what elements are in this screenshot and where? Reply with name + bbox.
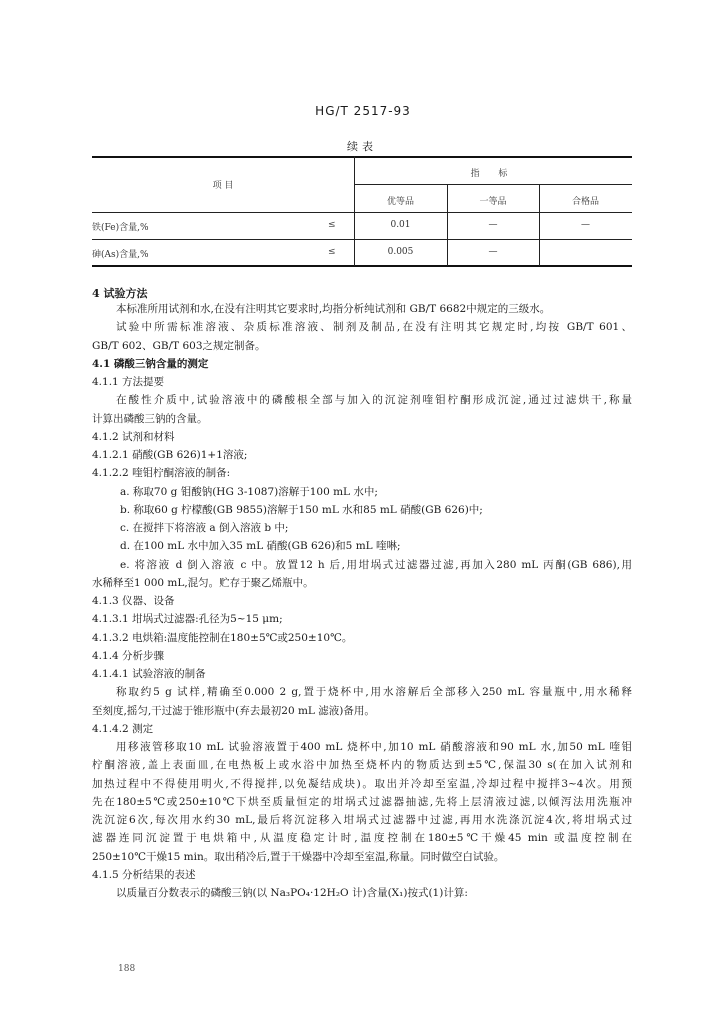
col-header-grade: 合格品 bbox=[571, 197, 599, 207]
spec-table bbox=[92, 156, 632, 266]
standard-code-header: HG/T 2517-93 bbox=[315, 104, 411, 118]
text-line: 先在180±5℃或250±10℃下烘至质量恒定的坩埚式过滤器抽滤,先将上层清液过滤,以倾泻法用洗瓶冲 bbox=[92, 795, 632, 808]
row-value: 0.005 bbox=[387, 247, 414, 257]
text-line: 4.1.4.2 测定 bbox=[92, 722, 154, 735]
table-bottom-rule bbox=[92, 265, 632, 267]
text-line: c. 在搅拌下将溶液 a 倒入溶液 b 中; bbox=[120, 522, 289, 534]
row-value: — bbox=[488, 220, 498, 230]
text-line: 试验中所需标准溶液、杂质标准溶液、制剂及制品,在没有注明其它规定时,均按 GB/T 601、 bbox=[116, 321, 632, 334]
text-line: 加热过程中不得使用明火,不得搅拌,以免凝结成块)。取出并冷却至室温,冷却过程中搅拌3~4次。用预 bbox=[92, 777, 632, 790]
text-line: 4.1.4 分析步骤 bbox=[92, 649, 165, 662]
text-line: 以质量百分数表示的磷酸三钠(以 Na₃PO₄·12H₂O 计)含量(X₁)按式(1)计算: bbox=[116, 887, 468, 899]
text-line: 4.1.2.2 喹钼柠酮溶液的制备: bbox=[92, 467, 231, 480]
text-line: 柠酮溶液,盖上表面皿,在电热板上或水浴中加热至烧杯内的物质达到±5℃,保温30 s(在加入试剂和 bbox=[92, 759, 632, 772]
table-header-rule bbox=[92, 212, 632, 213]
text-line: 用移液管移取10 mL 试验溶液置于400 mL 烧杯中,加10 mL 硝酸溶液和90 mL 水,加50 mL 喹钼 bbox=[116, 741, 632, 753]
text-line: 在酸性介质中,试验溶液中的磷酸根全部与加入的沉淀剂喹钼柠酮形成沉淀,通过过滤烘干,称量 bbox=[116, 394, 632, 407]
text-line: 计算出磷酸三钠的含量。 bbox=[92, 412, 208, 425]
section-heading: 4 试验方法 bbox=[92, 287, 148, 300]
col-header-grade: 优等品 bbox=[386, 197, 414, 207]
page-number: 188 bbox=[118, 964, 136, 974]
text-line: 至刻度,摇匀,干过滤于锥形瓶中(弃去最初20 mL 滤液)备用。 bbox=[92, 704, 375, 717]
table-header-subrule bbox=[354, 184, 632, 185]
row-value: — bbox=[581, 220, 590, 230]
text-line: 称取约5 g 试样,精确至0.000 2 g,置于烧杯中,用水溶解后全部移入250 mL 容量瓶中,用水稀释 bbox=[116, 686, 632, 699]
table-top-rule bbox=[92, 156, 632, 158]
text-line: a. 称取70 g 钼酸钠(HG 3-1087)溶解于100 mL 水中; bbox=[120, 485, 378, 498]
text-line: e. 将溶液 d 倒入溶液 c 中。放置12 h 后,用坩埚式过滤器过滤,再加入280 mL 丙酮(GB 686),用 bbox=[120, 558, 632, 571]
row-value: — bbox=[488, 247, 498, 257]
row-item: 砷(As)含量,% bbox=[92, 250, 149, 260]
text-line: 滤器连同沉淀置于电烘箱中,从温度稳定计时,温度控制在180±5℃干燥45 min 或温度控制在 bbox=[92, 832, 632, 845]
text-line: GB/T 602、GB/T 603之规定制备。 bbox=[92, 339, 266, 352]
table-continued-label: 续表 bbox=[347, 140, 377, 153]
text-line: d. 在100 mL 水中加入35 mL 硝酸(GB 626)和5 mL 喹啉; bbox=[120, 540, 401, 553]
col-header-grade: 一等品 bbox=[479, 197, 507, 207]
section-body bbox=[92, 300, 632, 902]
text-line: 4.1.3.1 坩埚式过滤器:孔径为5~15 μm; bbox=[92, 613, 283, 626]
text-line: 250±10℃干燥15 min。取出稍冷后,置于干燥器中冷却至室温,称量。同时做空白试验。 bbox=[92, 850, 505, 863]
text-line: b. 称取60 g 柠檬酸(GB 9855)溶解于150 mL 水和85 mL 硝酸(GB 626)中; bbox=[120, 503, 483, 516]
text-line: 4.1.3.2 电烘箱:温度能控制在180±5℃或250±10℃。 bbox=[92, 631, 353, 644]
text-line: 本标准所用试剂和水,在没有注明其它要求时,均指分析纯试剂和 GB/T 6682中规定的三级水。 bbox=[116, 303, 551, 315]
row-comparator: ≤ bbox=[328, 247, 336, 257]
text-line: 洗沉淀6次,每次用水约30 mL,最后将沉淀移入坩埚式过滤器中过滤,再用水洗涤沉淀4次,将坩埚式过 bbox=[92, 814, 632, 826]
text-line: 水稀释至1 000 mL,混匀。贮存于聚乙烯瓶中。 bbox=[92, 576, 314, 589]
text-line: 4.1.4.1 试验溶液的制备 bbox=[92, 668, 206, 680]
text-line: 4.1 磷酸三钠含量的测定 bbox=[92, 357, 209, 370]
text-line: 4.1.2.1 硝酸(GB 626)1+1溶液; bbox=[92, 449, 248, 461]
col-header-index: 指 标 bbox=[470, 169, 516, 179]
text-line: 4.1.5 分析结果的表述 bbox=[92, 868, 196, 881]
text-line: 4.1.1 方法提要 bbox=[92, 376, 165, 388]
row-item: 铁(Fe)含量,% bbox=[92, 223, 149, 233]
row-value: 0.01 bbox=[390, 220, 411, 230]
row-comparator: ≤ bbox=[328, 220, 336, 230]
text-line: 4.1.3 仪器、设备 bbox=[92, 595, 175, 607]
table-row-rule bbox=[92, 239, 632, 240]
text-line: 4.1.2 试剂和材料 bbox=[92, 430, 175, 443]
col-header-item: 项 目 bbox=[212, 181, 234, 191]
